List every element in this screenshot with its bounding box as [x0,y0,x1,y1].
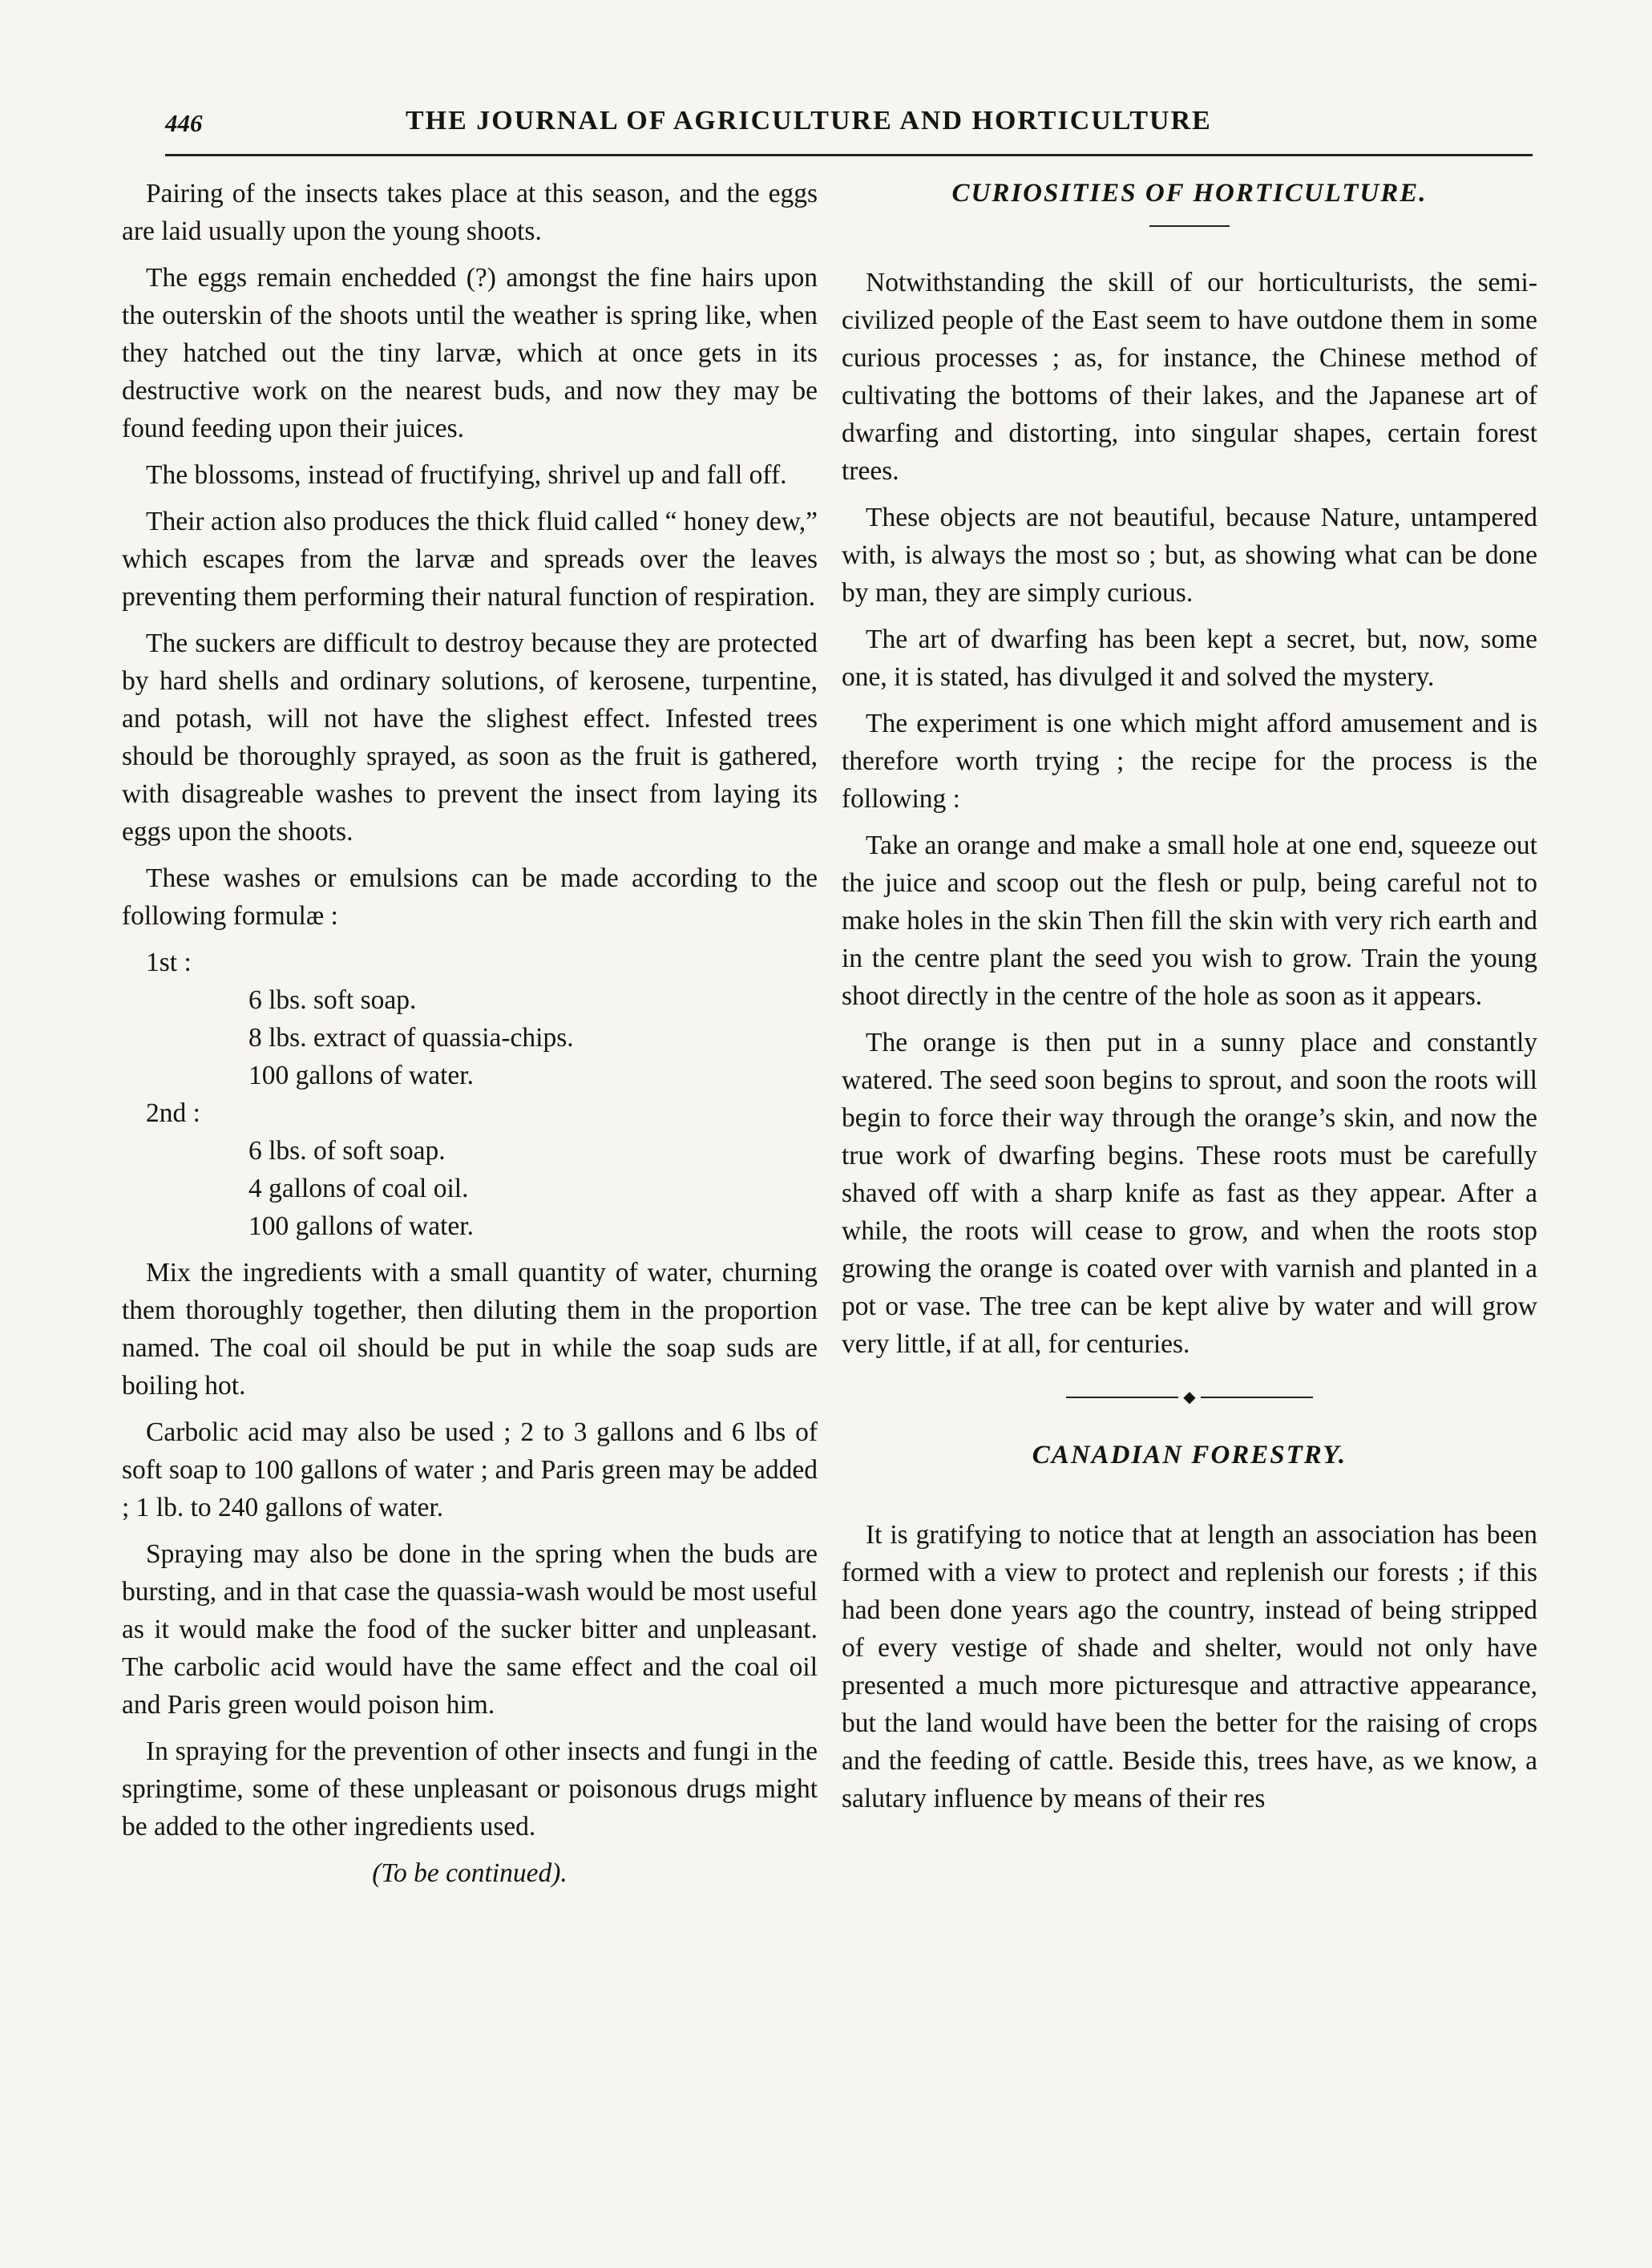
ornament-diamond-icon: ◆ [1183,1389,1196,1407]
title-divider [1149,225,1230,227]
paragraph: In spraying for the prevention of other insects and fungi in the springtime, some of these unpleasant or poisonous drugs might be added to the other ingredients used. [122,1736,818,1841]
paragraph: The art of dwarfing has been kept a secret, but, now, some one, it is stated, has divulged it and solved the mystery. [842,625,1537,692]
paragraph: Notwithstanding the skill of our horticulturists, the semi-civilized people of the East seem to have outdone them in some curious processes ; as, for instance, the Chinese method of cultivating the bottoms of their lakes, and the Japanese art of dwarfing and distorting, into singular shapes, certain forest trees. [842,268,1537,486]
running-title: THE JOURNAL OF AGRICULTURE AND HORTICULTURE [406,106,1212,135]
paragraph: It is gratifying to notice that at length an association has been formed with a view to protect and replenish our forests ; if this had been done years ago the country, instead of being stripped of every vestige of shade and shelter, would not only have presented a much more picturesque and attractive appearance, but the land would have been the better for the raising of crops and the feeding of cattle. Beside this, trees have, as we know, a salutary influence by means of their res [842,1520,1537,1814]
paragraph: Their action also produces the thick fluid called “ honey dew,” which escapes from the larvæ and spreads over the leaves preventing them performing their natural function of respiration. [122,507,818,612]
right-column [842,175,1537,1826]
paragraph: Take an orange and make a small hole at one end, squeeze out the juice and scoop out the flesh or pulp, being careful not to make holes in the skin Then fill the skin with very rich earth and in the centre plant the seed you wish to grow. Train the young shoot directly in the centre of the hole as soon as it appears. [842,831,1537,1011]
formula-ingredient: 100 gallons of water. [248,1061,474,1090]
formula-ingredient: 6 lbs. of soft soap. [248,1136,446,1166]
to-be-continued-note: (To be continued). [372,1858,567,1888]
formula-ingredient: 6 lbs. soft soap. [248,985,417,1015]
section-ornament-divider [842,1384,1537,1409]
formula-list [122,944,818,1245]
formula-label: 1st : [146,948,192,977]
formula-ingredient: 4 gallons of coal oil. [248,1174,469,1203]
left-column [122,175,818,1892]
paragraph: These objects are not beautiful, because Nature, untampered with, is always the most so ; but, as showing what can be done by man, they are simply curious. [842,503,1537,608]
paragraph: The experiment is one which might afford amusement and is therefore worth trying ; the recipe for the process is the following : [842,709,1537,814]
paragraph: Pairing of the insects takes place at this season, and the eggs are laid usually upon the young shoots. [122,179,818,246]
section-title-forestry: CANADIAN FORESTRY. [1032,1441,1347,1470]
paragraph: The orange is then put in a sunny place and constantly watered. The seed soon begins to sprout, and soon the roots will begin to force their way through the orange’s skin, and now the true work of dwarfing begins. These roots must be carefully shaved off with a sharp knife as fast as they appear. After a while, the roots will cease to grow, and when the roots stop growing the orange is coated over with varnish and planted in a pot or vase. The tree can be kept alive by water and will grow very little, if at all, for centuries. [842,1028,1537,1359]
formula-ingredient: 8 lbs. extract of quassia-chips. [248,1023,574,1053]
section-title-curiosities: CURIOSITIES OF HORTICULTURE. [951,179,1428,208]
paragraph: The blossoms, instead of fructifying, shrivel up and fall off. [146,460,787,490]
formula-label: 2nd : [146,1098,200,1128]
ornament-line [1201,1397,1313,1398]
paragraph: Spraying may also be done in the spring when the buds are bursting, and in that case the quassia-wash would be most useful as it would make the food of the sucker bitter and unpleasant. The carbolic acid would have the same effect and the coal oil and Paris green would poison him. [122,1539,818,1720]
formula-ingredient: 100 gallons of water. [248,1211,474,1241]
paragraph: The suckers are difficult to destroy because they are protected by hard shells and ordinary solutions, of kerosene, turpentine, and potash, will not have the slighest effect. Infested trees should be thoroughly sprayed, as soon as the fruit is gathered, with disagreable washes to prevent the insect from laying its eggs upon the shoots. [122,629,818,847]
page-header [165,106,1533,156]
paragraph: Carbolic acid may also be used ; 2 to 3 gallons and 6 lbs of soft soap to 100 gallons of water ; and Paris green may be added ; 1 lb. to 240 gallons of water. [122,1417,818,1522]
paragraph: Mix the ingredients with a small quantity of water, churning them thoroughly together, then diluting them in the proportion named. The coal oil should be put in while the soap suds are boiling hot. [122,1258,818,1401]
paragraph: These washes or emulsions can be made according to the following formulæ : [122,863,818,931]
paragraph: The eggs remain enchedded (?) amongst the fine hairs upon the outerskin of the shoots until the weather is spring like, when they hatched out the tiny larvæ, which at once gets in its destructive work on the nearest buds, and now they may be found feeding upon their juices. [122,263,818,443]
page-number: 446 [165,109,203,137]
ornament-line [1066,1397,1178,1398]
